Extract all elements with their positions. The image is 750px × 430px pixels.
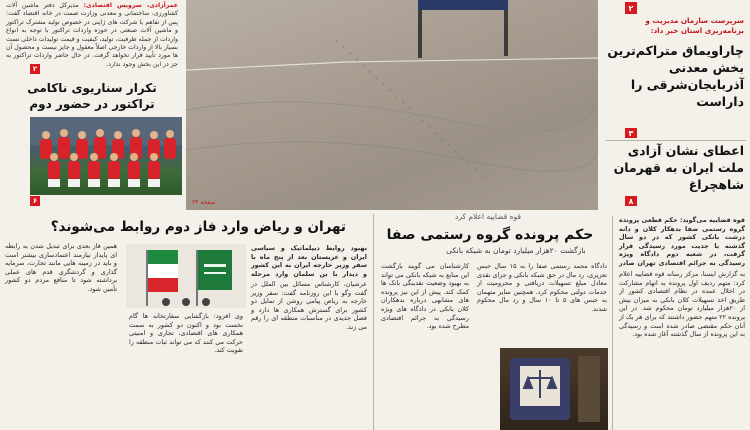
right-headline-1-page: ۳ xyxy=(625,128,637,138)
gas-col-left: کارشناسان می گویند بازگشت این منابع به شبکه بانکی می تواند به بهبود وضعیت نقدینگی بانک ها کمک کند. پیش از این نیز پرونده های مشابهی درباره بدهکاران کلان بانکی در دادگاه های ویژه رسیدگی به جرائم اقتصادی مطرح شده بود. xyxy=(381,262,469,331)
flags-image xyxy=(126,244,246,308)
gas-subhead: بازگشت ۲۰هزار میلیارد تومان به شبکه بانکی xyxy=(446,246,586,255)
team-photo-image xyxy=(30,117,182,195)
tractor-page-badge: ۶ xyxy=(30,196,40,206)
flags-photo xyxy=(126,244,246,308)
photo-credit: صفحه ۲۴ xyxy=(192,199,216,206)
main-photo-image xyxy=(186,0,598,210)
gas-headline: حکم پرونده گروه رستمی صفا xyxy=(386,227,594,243)
judiciary-photo xyxy=(500,348,608,430)
right-divider xyxy=(606,140,746,141)
right-headline-1: چاراویماق متراکم‌ترین بخش معدنی آذربایجان‌شرقی را داراست xyxy=(607,43,744,109)
saudi-lead: بهبود روابط دیپلماتیک و سیاسی ایران و عربستان بعد از پنج ماه با سفر وزیر خارجه ایران به این کشور و دیدار با بن سلمان وارد مرحله xyxy=(251,244,367,278)
main-photo xyxy=(186,0,598,210)
gas-col-divider xyxy=(612,216,613,430)
brief-source-label: عمرآزادی، سرویس اقتصادی: xyxy=(83,2,178,9)
story-divider xyxy=(373,214,374,430)
brief-page-badge: ۲ xyxy=(30,64,40,74)
right-headline-2: اعطای نشان آزادی ملت ایران به قهرمان شاهچراغ xyxy=(613,143,744,192)
saudi-col-left: همین فاز بعدی برای تبدیل شدن به رابطه ای پایدار نیازمند اعتمادسازی بیشتر است و باید در زمینه هایی مانند تجارت، سرمایه گذاری و گردشگری قدم های عملی برداشته شود تا منافع مردم دو کشور تأمین شود. xyxy=(5,242,117,293)
top-page-badge: ۲ xyxy=(625,2,637,14)
gas-col-mid: دادگاه محمد رستمی صفا را به ۱۵ سال حبس تعزیری، رد مال در حق شبکه بانکی و جزای نقدی معادل مبلغ تسهیلات دریافتی و محرومیت از خدمات دولتی محکوم کرد. همچنین سایر متهمان به حبس های ۵ تا ۱۰ سال و رد مال محکوم شدند. xyxy=(477,262,607,313)
judiciary-image xyxy=(500,348,608,430)
gas-kicker: قوه قضاییه اعلام کرد xyxy=(454,212,521,221)
saudi-col-right: عرشیان، کارشناس مسائل بین الملل در گفت وگو با این روزنامه گفت: سفر وزیر خارجه به ریاض پیامی روشن از تمایل دو کشور برای گسترش همکاری ها دارد و فصل جدیدی در مناسبات منطقه ای را رقم می زند. xyxy=(251,280,367,331)
brief-text: عمرآزادی، سرویس اقتصادی: مدیرکل دفتر ماشین آلات کشاورزی، ساختمانی و معدنی وزارت صمت در خانه اقتصاد گفت: پس از تفاهم با شرکت های ژاپنی در خصوص تولید مشترک تراکتور و ماشین آلات صنعتی در حوزه واردات تراکتور با توجه به انواع واردات از جمله ظرفیت، تولید، کیفیت و قیمت تولیدات داخلی تست بسیار بالا از واردات خارجی اصلاً معقول و جایز نیست و محصول آن ها مورد تأیید قرار نخواهد گرفت. در حال حاضر واردات تراکتور به جز در این بخش وجود ندارد. xyxy=(6,2,178,68)
saudi-headline: تهران و ریاض وارد فاز دوم روابط می‌شوند؟ xyxy=(50,219,346,235)
top-left-brief xyxy=(2,0,182,80)
right-brief-title: سرپرست سازمان مدیریت و برنامه‌ریزی استان خبر داد: xyxy=(645,16,744,35)
tractor-headline: تکرار سناریوی ناکامی تراکتور در حضور دوم xyxy=(27,81,157,111)
right-headline-2-page: ۸ xyxy=(625,196,637,206)
gas-col-right: به گزارش ایسنا، مرکز رسانه قوه قضاییه اعلام کرد: متهم ردیف اول پرونده به اتهام مشارکت در اخلال عمده در نظام اقتصادی کشور از طریق اخذ تسهیلات کلان بانکی به میزان بیش از ۲۰هزار میلیارد تومان محکوم شد. در این پرونده ۲۲ متهم حضور داشتند که برای هر یک از آنان حکم مقتضی صادر شده است و رسیدگی به این پرونده از سال گذشته آغاز شده بود. xyxy=(619,270,745,339)
gas-col-right-lead: قوه قضاییه می‌گوید: حکم قطعی پرونده گروه رستمی صفا بدهکار کلان و دانه درشت بانکی کشور که در دو سال گذشته با جدیت مورد رسیدگی قرار گرفت، در شعبه دوم دادگاه ویژه رسیدگی به جرائم اقتصادی تهران صادر xyxy=(619,216,745,267)
saudi-col-mid: وی افزود: بازگشایی سفارتخانه ها گام نخست بود و اکنون دو کشور به سمت همکاری های اقتصادی، تجاری و امنیتی حرکت می کنند که می تواند ثبات منطقه را تقویت کند. xyxy=(129,312,243,355)
team-photo xyxy=(30,117,182,195)
